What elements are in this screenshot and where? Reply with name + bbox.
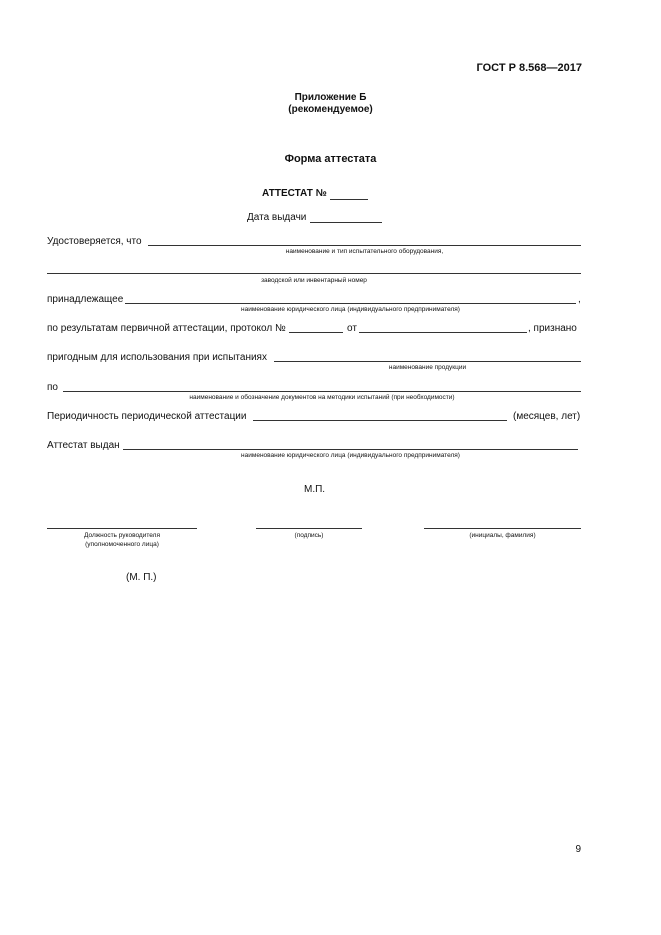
- document-code: ГОСТ Р 8.568—2017: [476, 62, 582, 74]
- serial-number-line[interactable]: [47, 273, 581, 274]
- issue-date-label: Дата выдачи: [247, 212, 307, 223]
- full-name-line[interactable]: [424, 528, 581, 529]
- full-name-caption: (инициалы, фамилия): [469, 532, 536, 539]
- signature-line[interactable]: [256, 528, 362, 529]
- test-methods-line[interactable]: [63, 391, 581, 392]
- issued-to-caption: наименование юридического лица (индивидуального предпринимателя): [241, 452, 460, 459]
- position-caption-line2: (уполномоченного лица): [85, 541, 159, 548]
- position-line[interactable]: [47, 528, 197, 529]
- owner-name-line[interactable]: [125, 303, 576, 304]
- issued-label: Аттестат выдан: [47, 440, 120, 451]
- stamp-place-lower: (М. П.): [126, 572, 157, 583]
- protocol-date-line[interactable]: [359, 332, 527, 333]
- certifies-label: Удостоверяется, что: [47, 236, 142, 247]
- issued-to-line[interactable]: [123, 449, 578, 450]
- form-title: Форма аттестата: [284, 153, 377, 165]
- product-name-line[interactable]: [274, 361, 581, 362]
- protocol-from-label: от: [347, 323, 357, 334]
- stamp-place-label: М.П.: [304, 484, 326, 495]
- appendix-subtitle: (рекомендуемое): [288, 104, 373, 115]
- page-number: 9: [575, 844, 581, 855]
- periodicity-units: (месяцев, лет): [513, 411, 581, 422]
- equipment-name-line[interactable]: [148, 245, 581, 246]
- protocol-label: по результатам первичной аттестации, протокол №: [47, 323, 286, 334]
- periodicity-label: Периодичность периодической аттестации: [47, 411, 247, 422]
- protocol-number-line[interactable]: [289, 332, 343, 333]
- serial-number-caption: заводской или инвентарный номер: [261, 277, 367, 284]
- appendix-title: Приложение Б: [294, 92, 367, 103]
- signature-caption: (подпись): [294, 532, 324, 539]
- equipment-name-caption: наименование и тип испытательного оборудования,: [285, 248, 444, 255]
- test-methods-caption: наименование и обозначение документов на методики испытаний (при необходимости): [189, 394, 455, 401]
- belongs-label: принадлежащее: [47, 294, 124, 305]
- position-caption-line1: Должность руководителя: [84, 532, 160, 539]
- product-name-caption: наименование продукции: [388, 364, 467, 371]
- certificate-number-line[interactable]: [330, 199, 368, 200]
- belongs-comma: ,: [578, 294, 581, 305]
- per-label: по: [47, 382, 58, 393]
- suitable-label: пригодным для использования при испытаниях: [47, 352, 267, 363]
- owner-name-caption: наименование юридического лица (индивидуального предпринимателя): [241, 306, 460, 313]
- periodicity-line[interactable]: [253, 420, 507, 421]
- protocol-recognized-label: , признано: [528, 323, 577, 334]
- issue-date-line[interactable]: [310, 222, 382, 223]
- certificate-number-label: АТТЕСТАТ №: [262, 188, 327, 199]
